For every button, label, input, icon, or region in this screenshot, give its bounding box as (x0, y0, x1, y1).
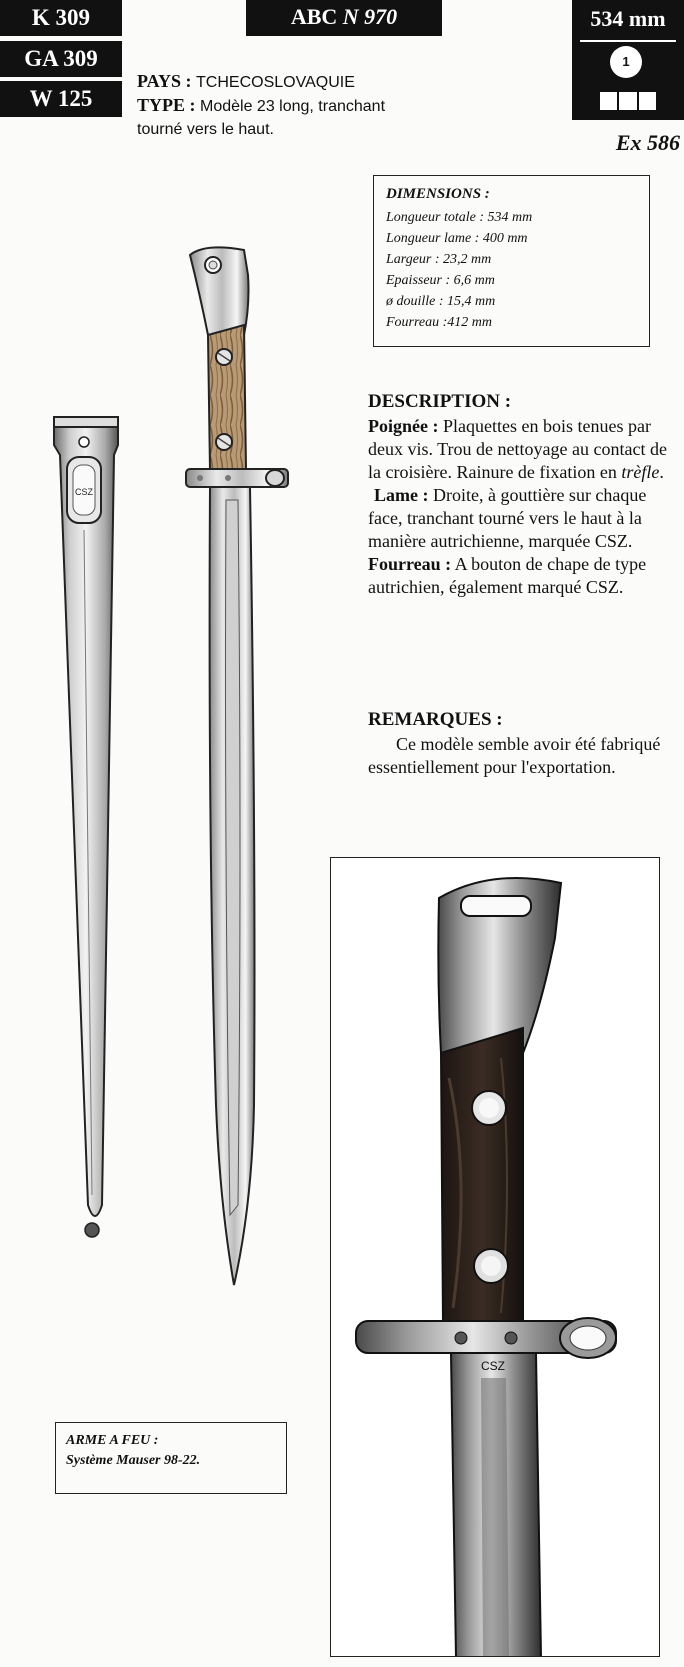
rarity-blocks (600, 92, 656, 110)
remarks-text: Ce modèle semble avoir été fabriqué essentiellement pour l'exportation. (368, 734, 661, 777)
dimension-line: ø douille : 15,4 mm (386, 294, 496, 309)
guard-marking: CSZ (481, 1359, 505, 1373)
firearm-value: Système Mauser 98-22. (66, 1453, 201, 1468)
dimensions-title: DIMENSIONS : (386, 186, 490, 202)
description-title: DESCRIPTION : (368, 391, 512, 412)
size-divider (580, 40, 676, 42)
lame-label: Lame : (374, 485, 429, 505)
abc-reference (246, 0, 442, 36)
code-w: W 125 (0, 81, 122, 117)
lame-paragraph (368, 484, 674, 553)
identity-block (137, 70, 497, 141)
abc-number: N 970 (342, 4, 398, 29)
firearm-label: ARME A FEU : (66, 1433, 159, 1448)
scabbard-marking: CSZ (75, 487, 93, 497)
pays-value: TCHECOSLOVAQUIE (196, 74, 355, 91)
firearm-box (55, 1422, 287, 1494)
poignee-label: Poignée : (368, 416, 439, 436)
overall-size: 534 mm (590, 6, 666, 31)
fourreau-text: A bouton de chape de type autrichien, également marqué CSZ. (368, 554, 647, 597)
type-label: TYPE : (137, 95, 196, 115)
dimension-line: Epaisseur : 6,6 mm (386, 273, 495, 288)
scabbard-illustration (40, 415, 130, 1245)
remarks-title: REMARQUES : (368, 709, 503, 730)
pays-label: PAYS : (137, 71, 192, 91)
code-k: K 309 (0, 0, 122, 36)
description-section (368, 390, 674, 599)
dimension-line: Longueur lame : 400 mm (386, 231, 528, 246)
type-value-line2: tourné vers le haut. (137, 121, 274, 138)
poignee-text: Plaquettes en bois tenues par deux vis. Trou de nettoyage au contact de la croisière. Rainure de fixation en (368, 416, 667, 482)
type-value-line1: Modèle 23 long, tranchant (200, 98, 386, 115)
lame-text: Droite, à gouttière sur chaque face, tranchant tourné vers le haut à la manière autrichienne, marquée CSZ. (368, 485, 647, 551)
bayonet-illustration (180, 245, 310, 1305)
example-number: Ex 586 (615, 130, 680, 155)
dimension-line: Largeur : 23,2 mm (386, 252, 492, 267)
abc-prefix: ABC (290, 4, 338, 29)
fourreau-label: Fourreau : (368, 554, 452, 574)
remarks-section (368, 708, 674, 779)
number-badge: 1 (610, 46, 642, 78)
closeup-hilt-image (331, 858, 660, 1657)
size-box (572, 0, 684, 120)
poignee-paragraph: Poignée : Plaquettes en bois tenues par deux vis. Trou de nettoyage au contact de la croisière. Rainure de fixation en trèfle. (368, 416, 667, 482)
dimensions-box (373, 175, 650, 347)
dimension-line: Fourreau :412 mm (386, 315, 493, 330)
code-ga: GA 309 (0, 41, 122, 77)
poignee-italic: trèfle (621, 462, 660, 482)
fourreau-paragraph (368, 553, 674, 599)
closeup-photo (330, 857, 660, 1657)
dimension-line: Longueur totale : 534 mm (386, 210, 533, 225)
